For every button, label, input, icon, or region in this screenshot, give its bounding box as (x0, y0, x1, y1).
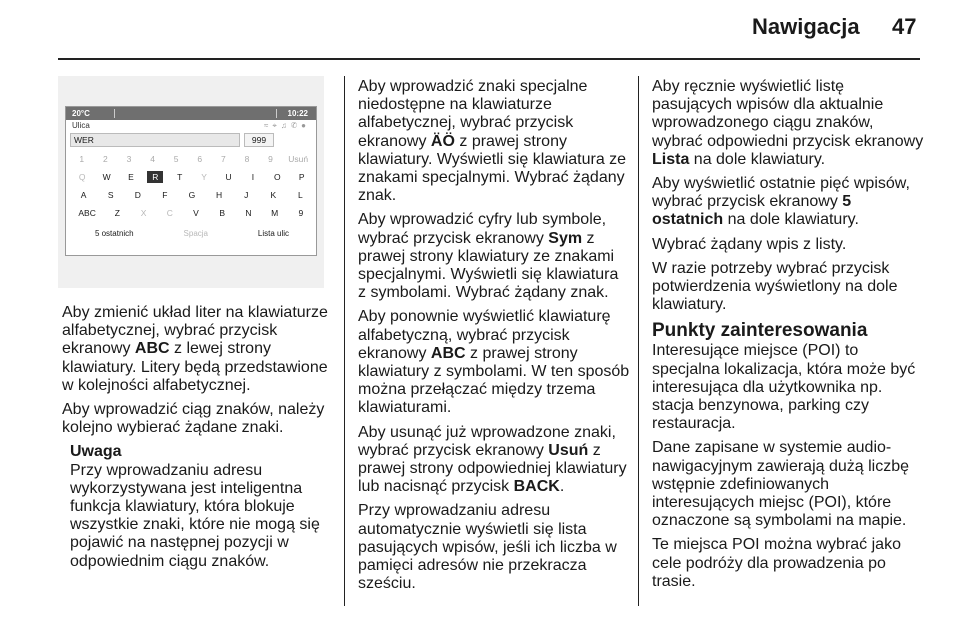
text-column-2 (358, 78, 630, 599)
address-input[interactable]: WER (70, 133, 240, 147)
key[interactable]: L (298, 190, 303, 200)
note-body: Przy wprowadzaniu adresu wykorzystywana jest inteligentna funkcja klawiatury, która blokuje wszystkie znaki, które nie mogą się pojawić na następnej pozycji w odpowiednim ciągu znaków. (70, 461, 320, 570)
paragraph: Przy wprowadzaniu adresu automatycznie wyświetli się lista pasujących wpisów, jeśli ich liczba w pamięci adresów nie przekracza sześciu. (358, 502, 617, 593)
field-label: Ulica (72, 121, 90, 130)
paragraph: Aby ponownie wyświetlić klawiaturę alfabetyczną, wybrać przycisk ekranowy ABC z prawej strony klawiatury z symbolami. W ten sposób można przełączać między trzema klawiaturami. (358, 308, 630, 417)
key[interactable]: 8 (244, 154, 250, 164)
note-title: Uwaga (70, 443, 122, 461)
key[interactable]: C (166, 208, 173, 218)
key[interactable]: 6 (197, 154, 203, 164)
paragraph: W razie potrzeby wybrać przycisk potwierdzenia wyświetlony na dole klawiatury. (652, 259, 898, 314)
page-number: 47 (892, 14, 917, 39)
key[interactable]: P (298, 172, 305, 182)
key[interactable]: W (102, 172, 111, 182)
key[interactable]: 9 (268, 154, 273, 164)
keyboard-row-z (70, 207, 314, 219)
key[interactable]: Q (78, 172, 86, 182)
key[interactable]: I (251, 172, 255, 182)
text-column-1 (62, 304, 332, 571)
section-heading: Punkty zainteresowania (652, 320, 868, 342)
key[interactable]: 1 (79, 154, 85, 164)
keyboard-bottom-bar (70, 229, 314, 238)
key[interactable]: G (188, 190, 196, 200)
page-title: Nawigacja (752, 14, 860, 39)
text-column-3 (652, 78, 924, 597)
key[interactable]: X (140, 208, 147, 218)
key[interactable]: A (80, 190, 87, 200)
key[interactable]: T (177, 172, 183, 182)
paragraph: Aby ręcznie wyświetlić listę pasujących wpisów dla aktualnie wprowadzonego ciągu znaków, wybrać odpowiedni przycisk ekranowy Lista na dole klawiatury. (652, 78, 924, 168)
paragraph: Aby wprowadzić ciąg znaków, należy kolejno wybierać żądane znaki. (62, 401, 325, 437)
key[interactable]: 9 (298, 208, 304, 218)
key[interactable]: M (271, 208, 279, 218)
signal-icon: ≈ (263, 121, 273, 130)
status-separator (276, 109, 277, 118)
key[interactable]: H (216, 190, 223, 200)
status-bar (66, 107, 316, 120)
column-divider (344, 76, 345, 606)
status-icons (264, 121, 310, 131)
paragraph: Te miejsca POI można wybrać jako cele podróży dla prowadzenia po trasie. (652, 536, 901, 590)
paragraph: Wybrać żądany wpis z listy. (652, 235, 847, 253)
header-divider (58, 58, 920, 60)
note-box (62, 443, 332, 570)
key[interactable]: N (245, 208, 252, 218)
bluetooth-icon: ● (301, 121, 310, 130)
delete-key[interactable]: Usuń (288, 154, 309, 164)
status-separator (114, 109, 115, 118)
space-button[interactable]: Spacja (183, 229, 208, 238)
keyboard-screenshot-figure (58, 76, 324, 288)
temperature-readout: 20°C (72, 109, 90, 118)
key[interactable]: 4 (150, 154, 155, 164)
abc-key[interactable]: ABC (78, 208, 96, 218)
key-selected[interactable]: R (147, 171, 163, 183)
keyboard-row-a (70, 189, 314, 201)
key[interactable]: O (274, 172, 281, 182)
paragraph: Aby zmienić układ liter na klawiaturze alfabetycznej, wybrać przycisk ekranowy ABC z lewej strony klawiatury. Litery będą przedstawione w kolejności alfabetycznej. (62, 304, 328, 394)
key[interactable]: 7 (220, 154, 226, 164)
key[interactable]: 3 (126, 154, 132, 164)
paragraph: Aby wyświetlić ostatnie pięć wpisów, wybrać przycisk ekranowy 5 ostatnich na dole klawiatury. (652, 175, 910, 229)
key[interactable]: F (162, 190, 168, 200)
key[interactable]: 5 (173, 154, 179, 164)
last-five-button[interactable]: 5 ostatnich (94, 229, 134, 238)
key[interactable]: V (193, 208, 199, 218)
infotainment-screen (65, 106, 317, 256)
keyboard-row-q (70, 171, 314, 183)
key[interactable]: S (107, 190, 114, 200)
key[interactable]: J (244, 190, 249, 200)
mute-icon: ♫ (280, 121, 291, 130)
key[interactable]: B (219, 208, 226, 218)
phone-icon: ✆ (290, 121, 302, 130)
column-divider (638, 76, 639, 606)
key[interactable]: E (128, 172, 134, 182)
key[interactable]: Z (114, 208, 120, 218)
key[interactable]: K (270, 190, 277, 200)
list-button[interactable]: Lista ulic (257, 229, 290, 238)
key[interactable]: U (225, 172, 232, 182)
paragraph: Aby usunąć już wprowadzone znaki, wybrać przycisk ekranowy Usuń z prawej strony odpowiedniej klawiatury lub nacisnąć przycisk BACK. (358, 423, 627, 496)
match-count: 999 (244, 133, 274, 147)
paragraph: Aby wprowadzić znaki specjalne niedostępne na klawiaturze alfabetycznej, wybrać przycisk ekranowy ÄÖ z prawej strony klawiatury. Wyświetli się klawiatura ze znakami specjalnymi. Wybrać żądany znak. (358, 78, 627, 205)
clock-readout: 10:22 (287, 109, 308, 118)
paragraph: Aby wprowadzić cyfry lub symbole, wybrać przycisk ekranowy Sym z prawej strony klawiatury ze znakami specjalnymi. Wyświetli się klawiatura z symbolami. Wybrać żądany znak. (358, 211, 619, 302)
keyboard-number-row (70, 153, 314, 165)
key[interactable]: Y (201, 172, 207, 182)
paragraph: Interesujące miejsce (POI) to specjalna lokalizacja, która może być interesująca dla użytkownika np. stacja benzynowa, parking czy restauracja. (652, 342, 916, 433)
key[interactable]: D (134, 190, 141, 200)
gps-icon: ⌖ (272, 121, 281, 130)
paragraph: Dane zapisane w systemie audio-nawigacyjnym zawierają dużą liczbę wstępnie zdefiniowanych interesujących miejsc (POI), które oznaczone są symbolami na mapie. (652, 439, 910, 530)
key[interactable]: 2 (103, 154, 108, 164)
